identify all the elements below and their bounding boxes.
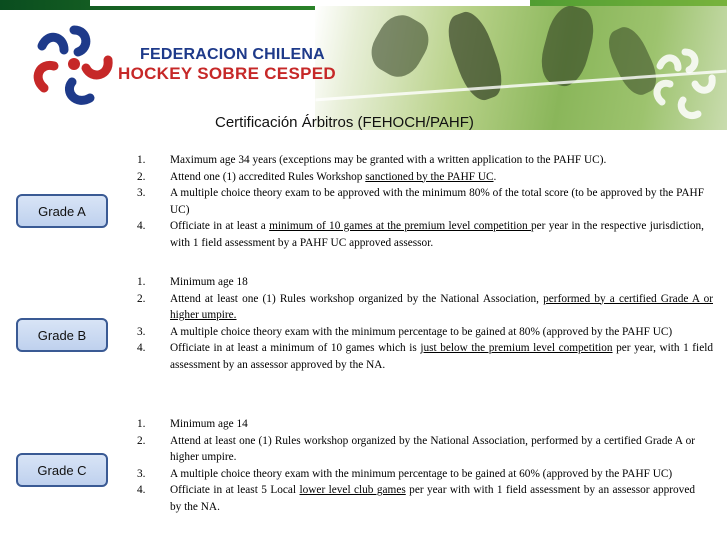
list-item-text: Minimum age 14 (170, 418, 248, 430)
list-item (133, 433, 695, 466)
list-item-number: 3. (137, 187, 146, 199)
list-item-number: 3. (137, 467, 146, 480)
grade-c-button[interactable]: Grade C (16, 453, 108, 487)
list-item-number: 1. (137, 276, 146, 288)
org-name-line1: FEDERACION CHILENA (140, 46, 325, 63)
fehoch-logo-icon (30, 22, 118, 106)
list-item-text: Maximum age 34 years (exceptions may be granted with a written application to the PAHF UC). (170, 154, 607, 166)
list-item (133, 340, 713, 373)
list-item (133, 291, 713, 324)
list-item-number: 4. (137, 342, 146, 354)
list-item-text: per year with with 1 field assessment by an assessor approved by the NA. (170, 484, 695, 513)
list-item-text: Officiate in at least a (170, 220, 270, 232)
list-item-text: A multiple choice theory exam with the minimum percentage to be gained at 60% (approved by the PAHF UC) (170, 467, 673, 480)
list-item (133, 169, 704, 186)
list-item-number: 1. (137, 154, 146, 166)
list-item (133, 324, 713, 341)
list-item-number: 1. (137, 418, 146, 430)
list-item-number: 2. (137, 170, 146, 183)
list-item-number: 4. (137, 484, 146, 496)
grade-a-requirements (133, 152, 704, 251)
underlined-text: minimum of 10 games at the premium level competition (269, 220, 531, 232)
list-item-text: . (493, 170, 497, 183)
list-item-text: Officiate in at least 5 Local (170, 484, 300, 496)
grade-a-button[interactable]: Grade A (16, 194, 108, 228)
underlined-text: sanctioned by the PAHF UC (365, 170, 494, 183)
list-item (133, 185, 704, 218)
list-item-text: A multiple choice theory exam to be approved with the minimum 80% of the total score (to be approved by the PAHF UC) (170, 187, 704, 216)
underlined-text: lower level club games (299, 484, 406, 496)
list-item-number: 2. (137, 434, 146, 447)
list-item (133, 466, 695, 483)
list-item-number: 4. (137, 220, 146, 232)
org-name-line2: HOCKEY SOBRE CESPED (118, 64, 336, 83)
list-item-text: A multiple choice theory exam with the minimum percentage to be gained at 80% (approved by the PAHF UC) (170, 325, 673, 338)
list-item (133, 218, 704, 251)
list-item-text: per year in the respective jurisdiction, with 1 field assessment by a PAHF UC approved assessor. (170, 220, 705, 249)
list-item-text: Officiate in at least a minimum of 10 games which is (170, 342, 421, 354)
list-item (133, 152, 704, 169)
page-title: Certificación Árbitros (FEHOCH/PAHF) (215, 114, 474, 131)
underlined-text: just below the premium level competition (420, 342, 613, 354)
list-item-text: per year, with 1 field assessment by an assessor approved by the NA. (170, 342, 714, 371)
list-item-text: Attend at least one (1) Rules workshop organized by the National Association, (170, 292, 544, 305)
grade-c-requirements (133, 416, 695, 515)
list-item (133, 274, 713, 291)
grade-b-button[interactable]: Grade B (16, 318, 108, 352)
list-item (133, 416, 695, 433)
grade-b-requirements (133, 274, 713, 373)
logo-watermark-icon (650, 44, 720, 124)
list-item (133, 482, 695, 515)
list-item-number: 2. (137, 292, 146, 305)
list-item-text: Minimum age 18 (170, 276, 248, 288)
underlined-text: performed by a certified Grade A or higher umpire. (170, 292, 713, 321)
list-item-number: 3. (137, 325, 146, 338)
list-item-text: Attend one (1) accredited Rules Workshop (170, 170, 366, 183)
list-item-text: Attend at least one (1) Rules workshop organized by the National Association, performed by a certified Grade A or higher umpire. (170, 434, 695, 463)
